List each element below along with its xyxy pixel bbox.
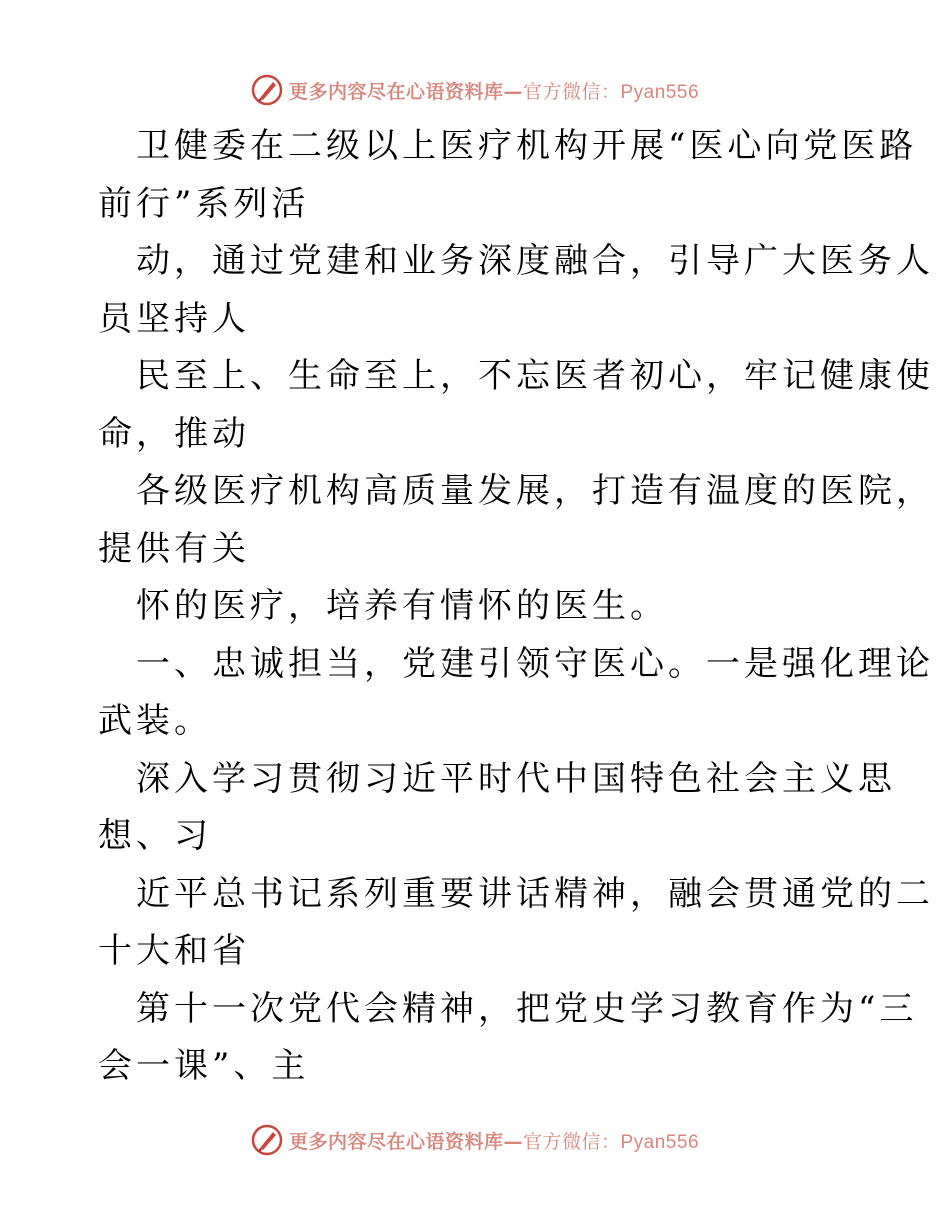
banner-wechat-label: 官方微信：: [522, 80, 621, 103]
paragraph: [98, 751, 896, 866]
paragraph-line: 动，通过党建和业务深度融合，引导广大医务人: [136, 241, 934, 281]
paragraph-line: 近平总书记系列重要讲话精神，融会贯通党的二: [136, 873, 934, 914]
header-watermark-banner: [0, 70, 950, 110]
paragraph-line: 各级医疗机构高质量发展，打造有温度的医院，: [136, 471, 934, 511]
paragraph-line: 第十一次党代会精神，把党史学习教育作为“三: [136, 988, 918, 1029]
paragraph: [98, 866, 934, 981]
paragraph: [98, 636, 934, 751]
paragraph-line: 武装。: [98, 701, 212, 741]
quill-pen-logo-icon: [251, 1124, 283, 1156]
banner-wechat-id: Pyan556: [620, 81, 700, 103]
quill-pen-logo-icon: [251, 74, 283, 106]
paragraph-line: 民至上、生命至上，不忘医者初心，牢记健康使: [136, 356, 934, 396]
paragraph: [98, 463, 934, 578]
footer-watermark-banner: [0, 1120, 950, 1160]
paragraph-line: 一、忠诚担当，党建引领守医心。一是强化理论: [136, 643, 934, 684]
paragraph-line: 命，推动: [98, 413, 250, 454]
paragraph-line: 卫健委在二级以上医疗机构开展“医心向党医路: [136, 126, 918, 166]
paragraph: [98, 118, 918, 233]
paragraph: [98, 233, 934, 348]
paragraph-line: 前行”系列活: [98, 183, 310, 224]
paragraph-line: 提供有关: [98, 528, 250, 569]
paragraph-line: 会一课”、主: [98, 1046, 310, 1086]
banner-wechat-id: Pyan556: [620, 1131, 700, 1153]
banner-dash: —: [503, 80, 523, 103]
paragraph-line: 员坚持人: [98, 298, 250, 339]
paragraph: [98, 578, 858, 636]
paragraph: [98, 981, 918, 1096]
paragraph-line: 十大和省: [98, 931, 250, 971]
banner-main-text: 更多内容尽在心语资料库: [288, 80, 504, 103]
paragraph-line: 深入学习贯彻习近平时代中国特色社会主义思: [136, 758, 896, 799]
banner-dash: —: [503, 1130, 523, 1153]
banner-wechat-label: 官方微信：: [522, 1130, 621, 1153]
paragraph-line: 想、习: [98, 816, 212, 856]
document-body: [98, 118, 934, 1096]
paragraph-line: 怀的医疗，培养有情怀的医生。: [136, 586, 668, 626]
paragraph: [98, 348, 934, 463]
banner-main-text: 更多内容尽在心语资料库: [288, 1130, 504, 1153]
